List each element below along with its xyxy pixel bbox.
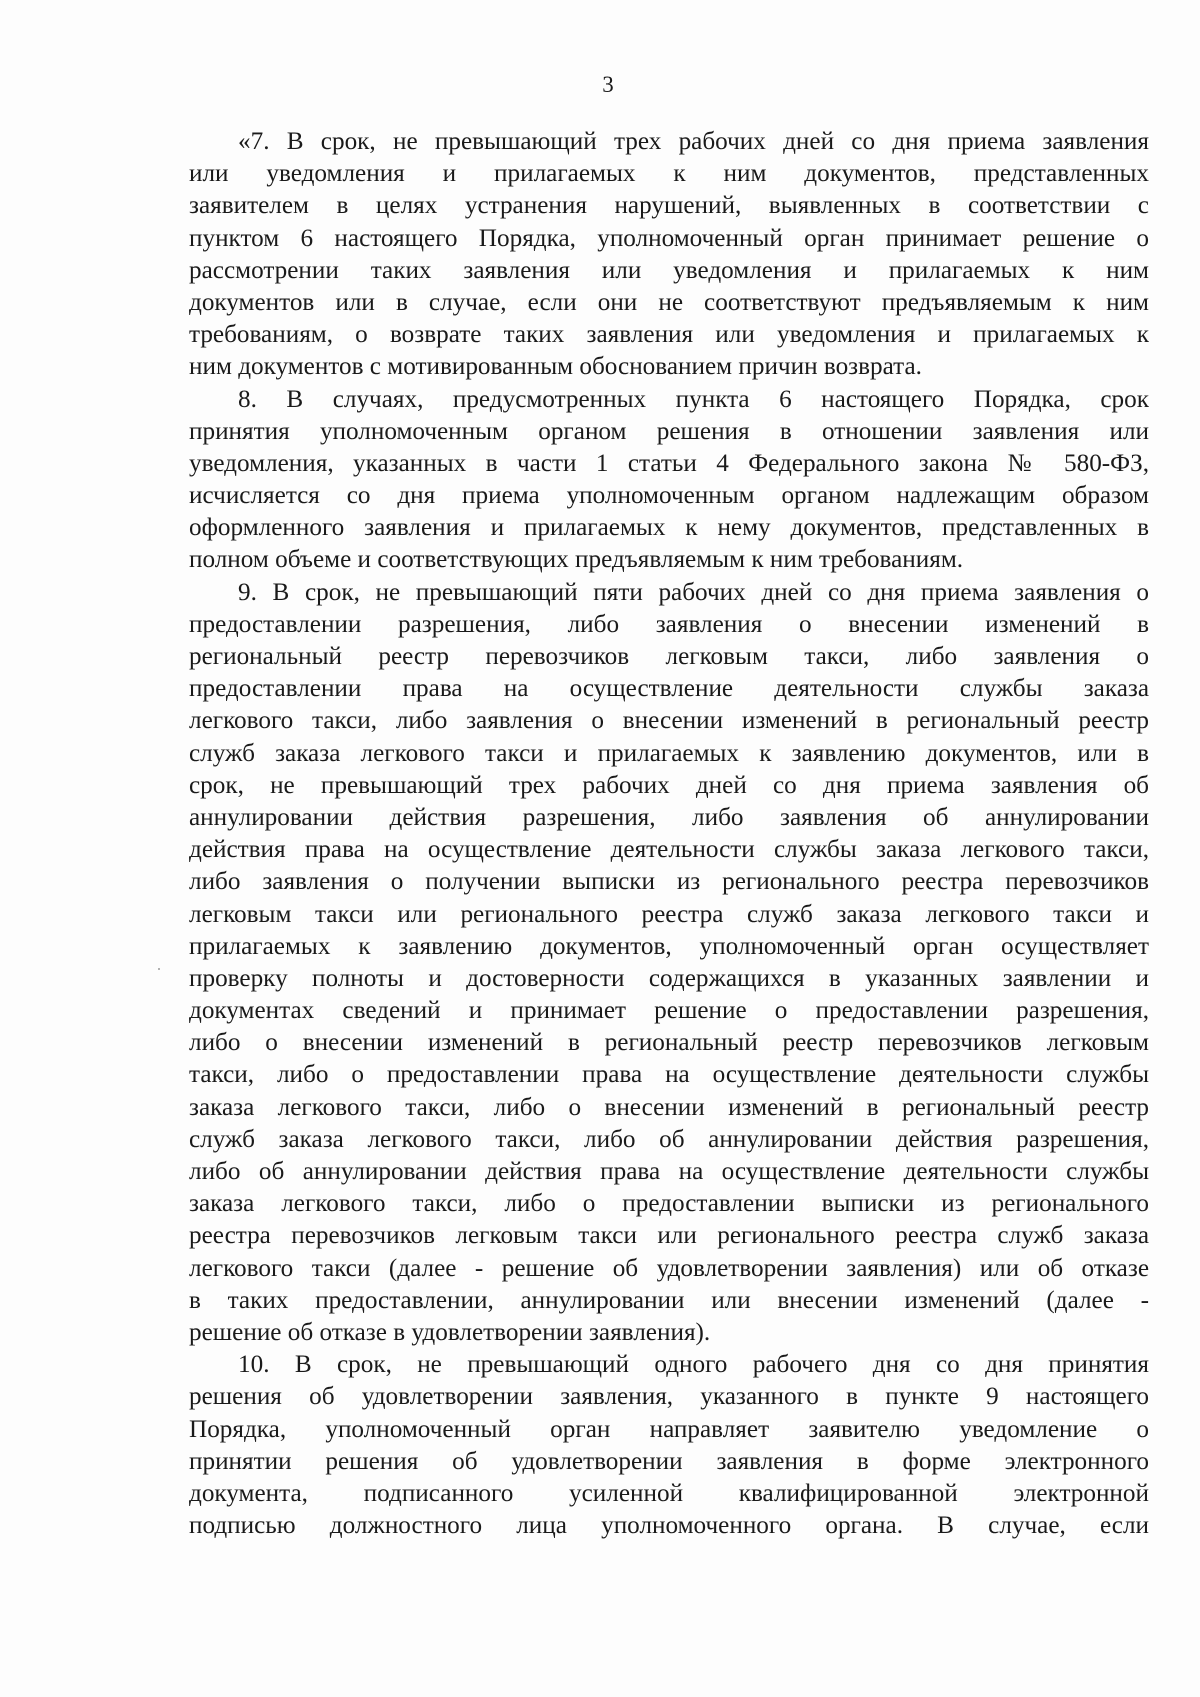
text-line: прилагаемых к заявлению документов, уполномоченный орган осуществляет bbox=[189, 932, 1149, 960]
text-line: оформленного заявления и прилагаемых к нему документов, представленных в bbox=[189, 514, 1149, 542]
text-line: заявителем в целях устранения нарушений, выявленных в соответствии с bbox=[189, 192, 1149, 220]
text-line: 10. В срок, не превышающий одного рабочего дня со дня принятия bbox=[238, 1351, 1149, 1379]
text-line: заказа легкового такси, либо о предоставлении выписки из регионального bbox=[189, 1190, 1149, 1218]
text-line: служб заказа легкового такси и прилагаемых к заявлению документов, или в bbox=[189, 739, 1149, 767]
text-line: реестра перевозчиков легковым такси или регионального реестра служб заказа bbox=[189, 1222, 1149, 1250]
text-line: ним документов с мотивированным обоснованием причин возврата. bbox=[189, 353, 922, 381]
text-line: исчисляется со дня приема уполномоченным органом надлежащим образом bbox=[189, 482, 1149, 510]
text-line: проверку полноты и достоверности содержащихся в указанных заявлении и bbox=[189, 964, 1149, 992]
text-line: требованиям, о возврате таких заявления или уведомления и прилагаемых к bbox=[189, 321, 1149, 349]
text-line: документах сведений и принимает решение о предоставлении разрешения, bbox=[189, 997, 1149, 1025]
text-line: легковым такси или регионального реестра служб заказа легкового такси и bbox=[189, 900, 1149, 928]
text-line: «7. В срок, не превышающий трех рабочих дней со дня приема заявления bbox=[238, 128, 1149, 155]
text-line: либо заявления о получении выписки из регионального реестра перевозчиков bbox=[189, 868, 1149, 896]
text-line: служб заказа легкового такси, либо об аннулировании действия разрешения, bbox=[189, 1125, 1149, 1153]
text-line: срок, не превышающий трех рабочих дней со дня приема заявления об bbox=[189, 771, 1149, 799]
text-line: документов или в случае, если они не соответствуют предъявляемым к ним bbox=[189, 288, 1149, 316]
text-line: в таких предоставлении, аннулировании или внесении изменений (далее - bbox=[189, 1286, 1149, 1314]
text-line: легкового такси, либо заявления о внесении изменений в региональный реестр bbox=[189, 707, 1149, 735]
text-line: аннулировании действия разрешения, либо заявления об аннулировании bbox=[189, 803, 1149, 831]
text-line: полном объеме и соответствующих предъявляемым к ним требованиям. bbox=[189, 546, 964, 574]
text-line: 9. В срок, не превышающий пяти рабочих дней со дня приема заявления о bbox=[238, 578, 1149, 606]
text-line: подписью должностного лица уполномоченного органа. В случае, если bbox=[189, 1512, 1149, 1540]
scan-speck bbox=[158, 968, 160, 970]
text-line: принятии решения об удовлетворении заявления в форме электронного bbox=[189, 1447, 1149, 1475]
text-line: пунктом 6 настоящего Порядка, уполномоченный орган принимает решение о bbox=[189, 224, 1149, 252]
text-line: предоставлении разрешения, либо заявления о внесении изменений в bbox=[189, 610, 1149, 638]
text-line: уведомления, указанных в части 1 статьи 4 Федерального закона № 580-ФЗ, bbox=[189, 449, 1149, 477]
text-line: рассмотрении таких заявления или уведомления и прилагаемых к ним bbox=[189, 256, 1149, 284]
text-line: легкового такси (далее - решение об удовлетворении заявления) или об отказе bbox=[189, 1254, 1149, 1282]
page-number: 3 bbox=[602, 72, 614, 97]
body-text bbox=[189, 126, 1149, 1542]
text-line: 8. В случаях, предусмотренных пункта 6 настоящего Порядка, срок bbox=[238, 385, 1149, 413]
text-line: или уведомления и прилагаемых к ним документов, представленных bbox=[189, 160, 1149, 188]
text-line: либо об аннулировании действия права на осуществление деятельности службы bbox=[189, 1158, 1149, 1185]
text-line: такси, либо о предоставлении права на осуществление деятельности службы bbox=[189, 1061, 1149, 1089]
text-line: либо о внесении изменений в региональный реестр перевозчиков легковым bbox=[189, 1029, 1149, 1057]
text-line: заказа легкового такси, либо о внесении изменений в региональный реестр bbox=[189, 1093, 1149, 1121]
text-line: региональный реестр перевозчиков легковым такси, либо заявления о bbox=[189, 643, 1149, 670]
text-line: решение об отказе в удовлетворении заявления). bbox=[189, 1318, 711, 1346]
text-line: действия права на осуществление деятельности службы заказа легкового такси, bbox=[189, 836, 1149, 864]
text-line: решения об удовлетворении заявления, указанного в пункте 9 настоящего bbox=[189, 1383, 1149, 1411]
text-line: принятия уполномоченным органом решения в отношении заявления или bbox=[189, 417, 1149, 445]
text-line: Порядка, уполномоченный орган направляет заявителю уведомление о bbox=[189, 1415, 1149, 1443]
text-line: предоставлении права на осуществление деятельности службы заказа bbox=[189, 675, 1149, 703]
text-line: документа, подписанного усиленной квалифицированной электронной bbox=[189, 1479, 1149, 1507]
